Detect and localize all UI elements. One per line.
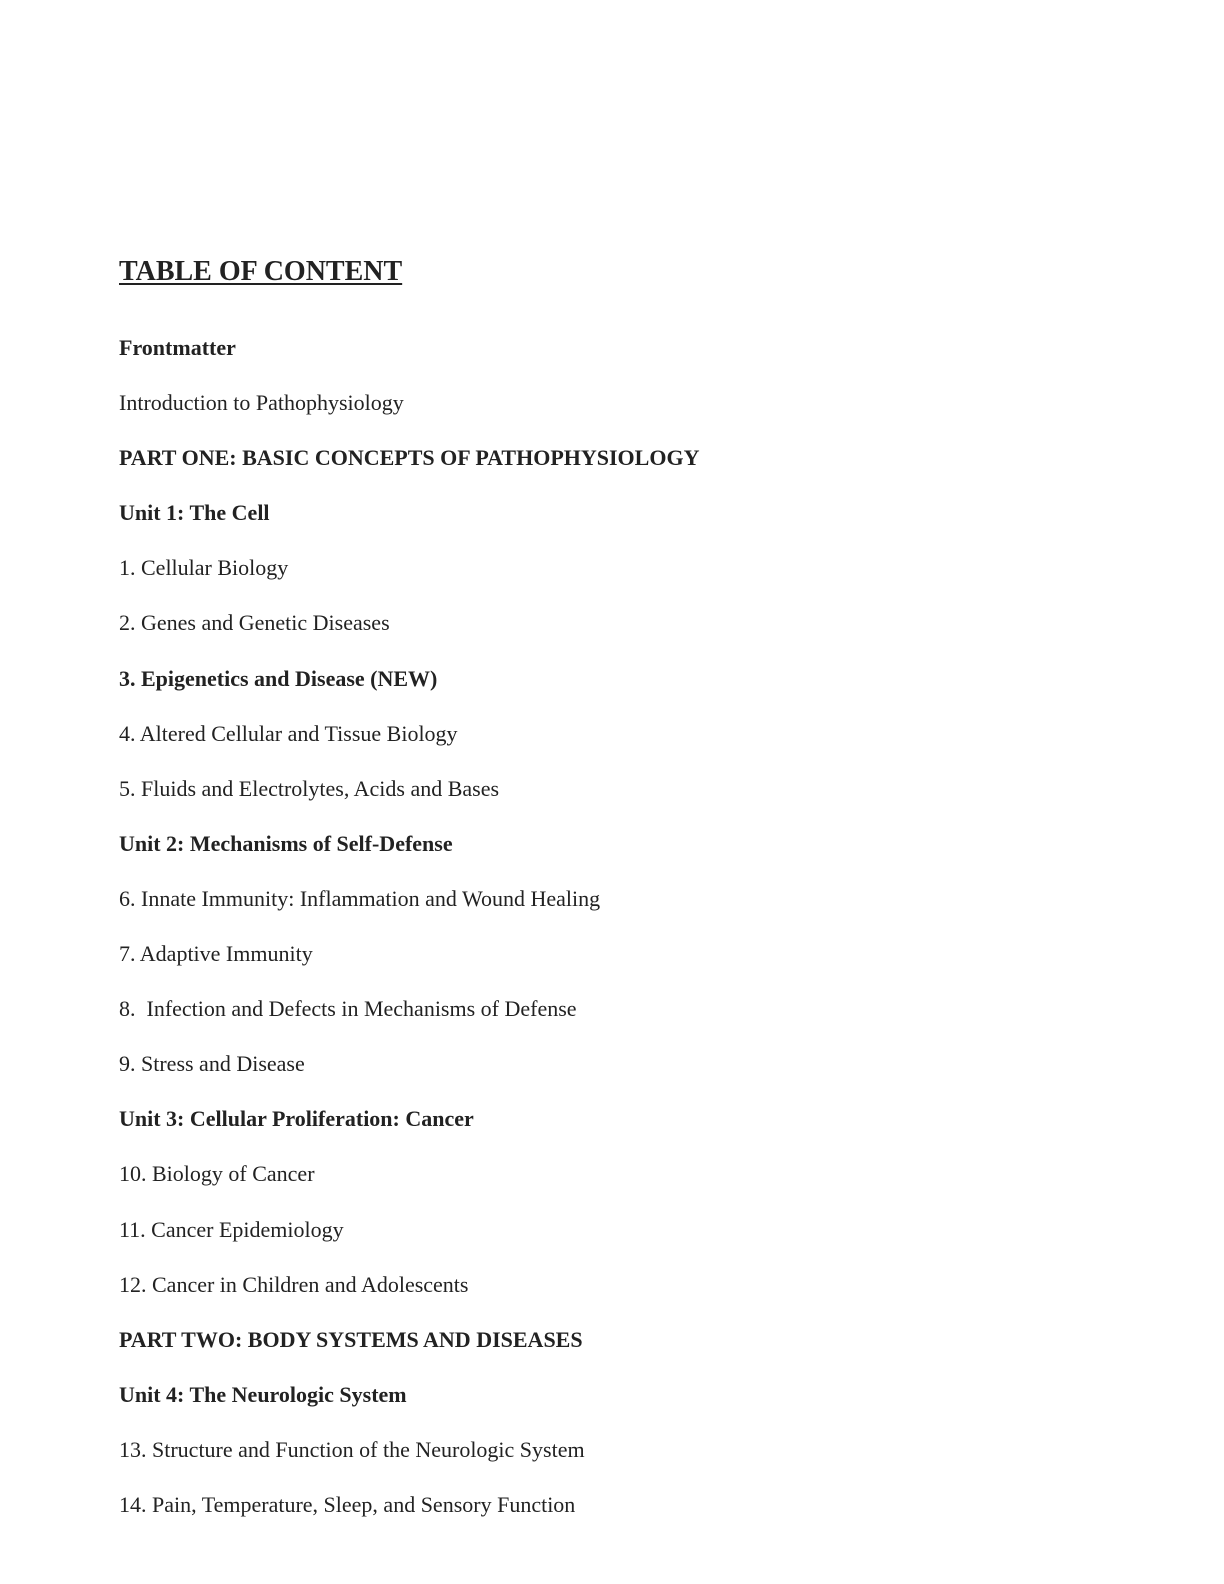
toc-heading: Unit 4: The Neurologic System	[119, 1381, 407, 1407]
toc-heading: PART ONE: BASIC CONCEPTS OF PATHOPHYSIOLOGY	[119, 445, 700, 471]
toc-heading: Frontmatter	[119, 335, 236, 360]
toc-entry: 13. Structure and Function of the Neurologic System	[119, 1436, 585, 1462]
toc-entry: 11. Cancer Epidemiology	[119, 1216, 344, 1242]
toc-entry: 8. Infection and Defects in Mechanisms of Defense	[119, 996, 577, 1022]
toc-entry: 12. Cancer in Children and Adolescents	[119, 1271, 469, 1297]
toc-entry: 2. Genes and Genetic Diseases	[119, 610, 390, 636]
toc-heading: 3. Epigenetics and Disease (NEW)	[119, 665, 438, 691]
toc-entry: 6. Innate Immunity: Inflammation and Wound Healing	[119, 885, 601, 911]
toc-entry: 14. Pain, Temperature, Sleep, and Sensory Function	[119, 1491, 576, 1517]
toc-entry: 4. Altered Cellular and Tissue Biology	[119, 720, 458, 746]
toc-heading: Unit 2: Mechanisms of Self-Defense	[119, 830, 453, 856]
toc-entry: 7. Adaptive Immunity	[119, 941, 313, 967]
toc-entry: 9. Stress and Disease	[119, 1051, 305, 1077]
toc-entry: 10. Biology of Cancer	[119, 1161, 315, 1187]
toc-list	[119, 330, 699, 1542]
toc-title: TABLE OF CONTENT	[119, 256, 403, 287]
toc-heading: Unit 1: The Cell	[119, 500, 270, 526]
toc-entry: 1. Cellular Biology	[119, 555, 289, 581]
toc-entry: Introduction to Pathophysiology	[119, 390, 404, 416]
toc-heading: Unit 3: Cellular Proliferation: Cancer	[119, 1106, 474, 1132]
toc-entry: 5. Fluids and Electrolytes, Acids and Bases	[119, 775, 500, 801]
toc-heading: PART TWO: BODY SYSTEMS AND DISEASES	[119, 1326, 583, 1352]
